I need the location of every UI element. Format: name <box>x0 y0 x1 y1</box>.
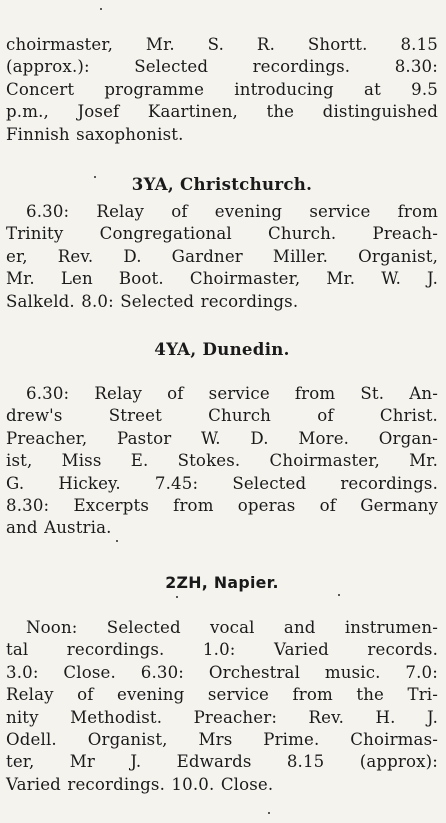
section-heading-2zh: 2ZH, Napier. <box>165 573 279 592</box>
print-speck <box>268 812 270 814</box>
text-line: p.m., Josef Kaartinen, the distinguished <box>6 102 438 122</box>
text-line: 3.0: Close. 6.30: Orchestral music. 7.0: <box>6 662 438 682</box>
text-line: nity Methodist. Preacher: Rev. H. J. <box>6 707 438 727</box>
text-line: (approx.): Selected recordings. 8.30: <box>6 57 438 77</box>
section-heading-3ya: 3YA, Christchurch. <box>131 174 313 194</box>
section-heading-4ya: 4YA, Dunedin. <box>154 339 290 359</box>
text-line: 8.30: Excerpts from operas of Germany <box>6 496 438 516</box>
print-speck <box>176 596 178 598</box>
text-line: G. Hickey. 7.45: Selected recordings. <box>6 473 438 493</box>
text-line: Varied recordings. 10.0. Close. <box>6 774 274 794</box>
text-line: Finnish saxophonist. <box>6 124 184 144</box>
section-body-2zh <box>6 617 438 796</box>
text-line: Salkeld. 8.0: Selected recordings. <box>6 291 299 311</box>
newspaper-column <box>6 0 438 823</box>
print-speck <box>100 8 102 10</box>
text-line: and Austria. <box>6 518 112 538</box>
text-line: Relay of evening service from the Tri- <box>6 685 438 705</box>
text-line: Trinity Congregational Church. Preach- <box>6 224 438 244</box>
text-line: er, Rev. D. Gardner Miller. Organist, <box>6 246 438 266</box>
text-line: ist, Miss E. Stokes. Choirmaster, Mr. <box>6 451 438 471</box>
text-line: choirmaster, Mr. S. R. Shortt. 8.15 <box>6 35 438 54</box>
section-body-4ya <box>6 383 438 540</box>
text-line: 6.30: Relay of evening service from <box>26 202 438 221</box>
print-speck <box>116 540 118 542</box>
intro-paragraph <box>6 34 438 146</box>
text-line: Noon: Selected vocal and instrumen- <box>26 618 438 637</box>
text-line: Concert programme introducing at 9.5 <box>6 79 438 99</box>
text-line: Mr. Len Boot. Choirmaster, Mr. W. J. <box>6 269 438 289</box>
text-line: 6.30: Relay of service from St. An- <box>26 384 438 403</box>
print-speck <box>94 176 96 178</box>
print-speck <box>338 594 340 596</box>
section-body-3ya <box>6 201 438 313</box>
text-line: Odell. Organist, Mrs Prime. Choirmas- <box>6 730 438 750</box>
text-line: Preacher, Pastor W. D. More. Organ- <box>6 428 438 448</box>
text-line: ter, Mr J. Edwards 8.15 (approx): <box>6 752 438 772</box>
text-line: drew's Street Church of Christ. <box>6 406 438 426</box>
text-line: tal recordings. 1.0: Varied records. <box>6 640 438 660</box>
